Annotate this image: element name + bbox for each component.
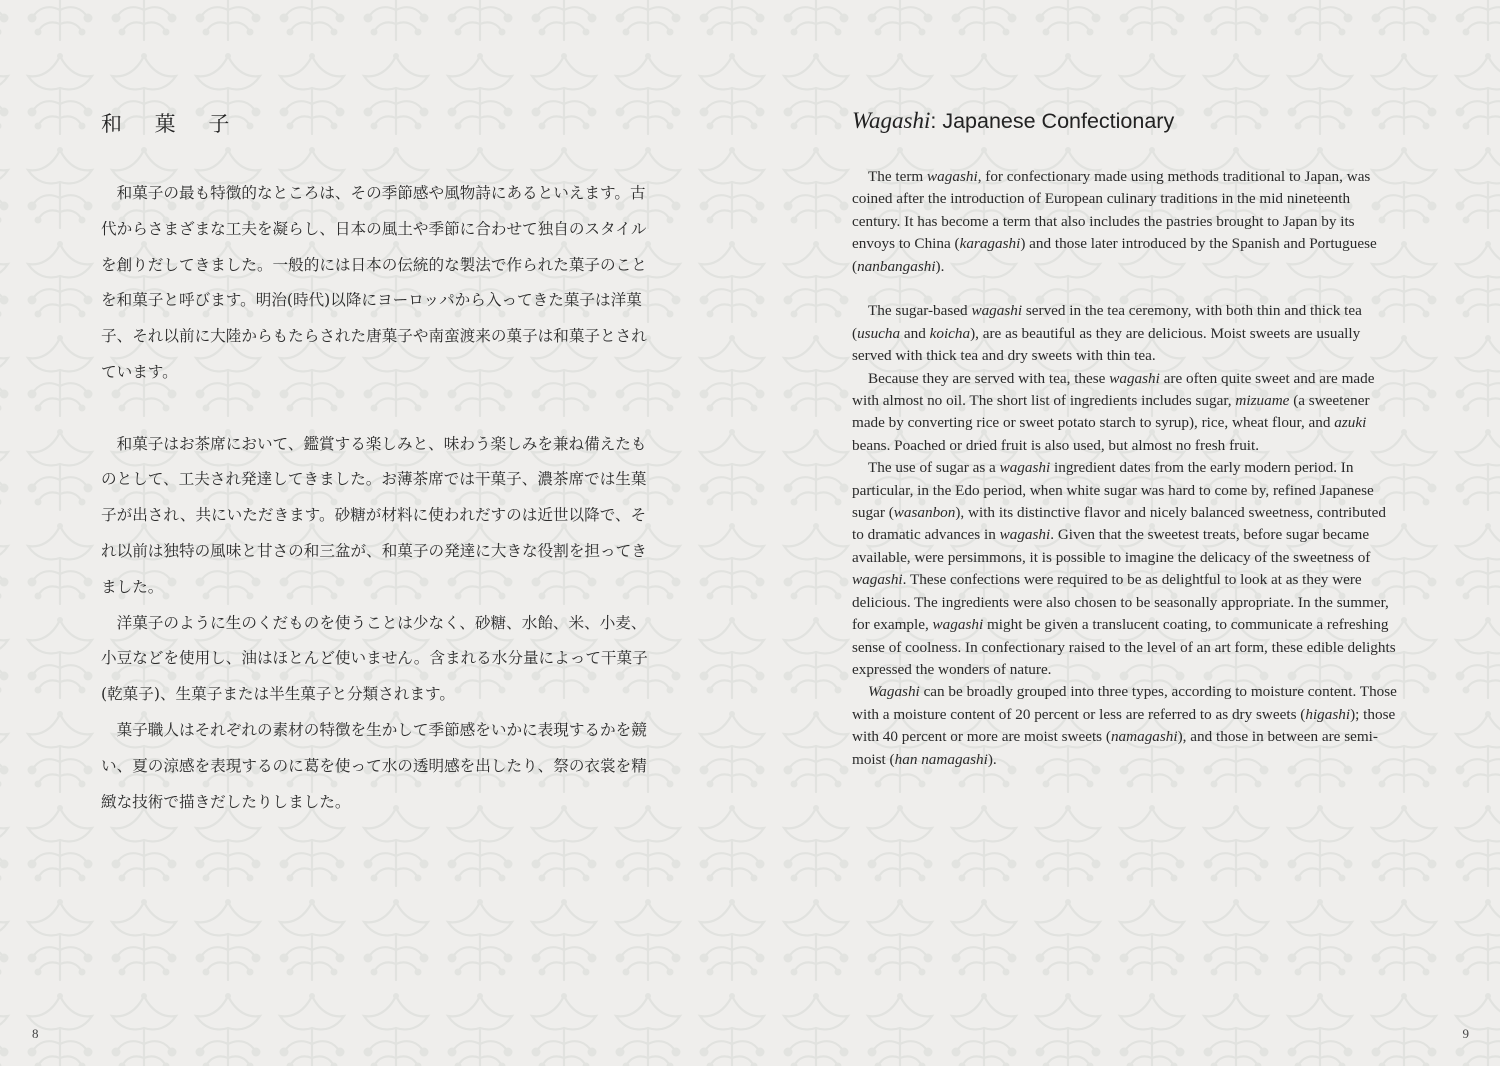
japanese-paragraph: 和菓子はお茶席において、鑑賞する楽しみと、味わう楽しみを兼ね備えたものとして、工夫され発達してきました。お薄茶席では干菓子、濃茶席では生菓子が出され、共にいただきます。砂糖が材料に使われだすのは近世以降で、それ以前は独特の風味と甘さの和三盆が、和菓子の発達に大きな役割を担ってきました。: [101, 434, 647, 596]
english-title-rest: : Japanese Confectionary: [930, 109, 1175, 133]
italic-term: namagashi: [1110, 728, 1178, 746]
text-run: Because they are served with tea, these: [868, 369, 1110, 387]
italic-term: wagashi: [927, 168, 978, 185]
italic-term: nanbangashi: [857, 257, 936, 275]
italic-term: wagashi: [999, 459, 1051, 477]
text-run: ); those with 40 percent or more are moist sweets (: [852, 705, 1396, 746]
text-run: ), are as beautiful as they are delicious. Moist sweets are usually served with thick tea and dry sweets with thin tea.: [852, 324, 1361, 365]
english-body: [852, 166, 1400, 771]
italic-term: Wagashi: [868, 683, 920, 701]
text-run: served in the tea ceremony, with both thin and thick tea (: [852, 302, 1362, 342]
page-number-left: 8: [32, 1026, 39, 1041]
text-run: beans. Poached or dried fruit is also used, but almost no fresh fruit.: [852, 436, 1260, 454]
text-run: ), and those in between are semi-moist (: [852, 728, 1378, 768]
english-paragraph: [852, 300, 1400, 367]
japanese-paragraph: 和菓子の最も特徴的なところは、その季節感や風物詩にあるといえます。古代からさまざまな工夫を凝らし、日本の風土や季節に合わせて独自のスタイルを創りだしてきました。一般的には日本の伝統的な製法で作られた菓子のことを和菓子と呼びます。明治(時代)以降にヨーロッパから入ってきた菓子は洋菓子、それ以前に大陸からもたらされた唐菓子や南蛮渡来の菓子は和菓子とされています。: [101, 184, 647, 381]
text-run: , for confectionary made using methods traditional to Japan, was coined after the introduction of European culinary traditions in the mid nineteenth century. It has become a term that also includes the pastries brought to Japan by its envoys to China (: [852, 168, 1371, 253]
english-paragraph: [852, 681, 1400, 771]
text-run: . Given that the sweetest treats, before sugar became available, were persimmons, it is possible to imagine the delicacy of the sweetness of: [852, 526, 1371, 566]
text-run: . These confections were required to be as delightful to look at as they were delicious. The ingredients were also chosen to be seasonally appropriate. In the summer, for example,: [852, 571, 1389, 634]
text-run: ) and those later introduced by the Spanish and Portuguese (: [852, 235, 1377, 275]
text-run: might be given a translucent coating, to communicate a refreshing sense of coolness. In confectionary raised to the level of an art form, these edible delights expressed the wonders of nature.: [852, 616, 1396, 678]
text-run: can be broadly grouped into three types, according to moisture content. Those with a moisture content of 20 percent or less are referred to as dry sweets (: [852, 683, 1397, 723]
text-run: (a sweetener made by converting rice or sweet potato starch to syrup), rice, wheat flour, and: [852, 392, 1370, 432]
italic-term: wagashi: [1109, 369, 1160, 387]
japanese-title: 和 菓 子: [101, 112, 243, 136]
english-paragraph: [852, 368, 1400, 458]
text-run: and: [900, 324, 930, 342]
text-run: The use of sugar as a: [868, 459, 1000, 477]
text-run: ).: [935, 257, 945, 275]
italic-term: karagashi: [959, 235, 1021, 253]
text-run: are often quite sweet and are made with almost no oil. The short list of ingredients includes sugar,: [852, 369, 1375, 410]
text-run: ).: [987, 750, 997, 768]
italic-term: higashi: [1305, 705, 1351, 723]
italic-term: koicha: [929, 324, 971, 342]
english-title-italic: Wagashi: [852, 108, 931, 133]
text-run: ingredient dates from the early modern period. In particular, in the Edo period, when white sugar was hard to come by, refined Japanese sugar (: [852, 459, 1374, 522]
english-paragraph: [852, 457, 1400, 681]
japanese-paragraph: 菓子職人はそれぞれの素材の特徴を生かして季節感をいかに表現するかを競い、夏の涼感を表現するのに葛を使って水の透明感を出したり、祭の衣裳を精緻な技術で描きだしたりしました。: [101, 720, 647, 811]
italic-term: wagashi: [999, 526, 1051, 544]
italic-term: wagashi: [971, 302, 1023, 320]
text-run: The term: [868, 168, 928, 185]
italic-term: wasanbon: [893, 504, 956, 522]
italic-term: azuki: [1334, 414, 1367, 432]
text-run: ), with its distinctive flavor and nicely balanced sweetness, contributed to dramatic advances in: [852, 504, 1386, 544]
italic-term: wagashi: [852, 571, 903, 589]
italic-term: usucha: [857, 324, 901, 342]
page-number-right: 9: [1462, 1026, 1469, 1041]
english-paragraph: [852, 166, 1400, 278]
japanese-body: [101, 176, 657, 820]
english-title: [852, 108, 1174, 134]
right-page-english: [750, 0, 1500, 1066]
text-run: The sugar-based: [868, 302, 972, 320]
italic-term: han namagashi: [894, 750, 988, 768]
italic-term: wagashi: [932, 616, 984, 634]
japanese-paragraph: 洋菓子のように生のくだものを使うことは少なく、砂糖、水飴、米、小麦、小豆などを使用し、油はほとんど使いません。含まれる水分量によって干菓子(乾菓子)、生菓子または半生菓子と分類されます。: [101, 613, 648, 704]
italic-term: mizuame: [1235, 392, 1290, 410]
